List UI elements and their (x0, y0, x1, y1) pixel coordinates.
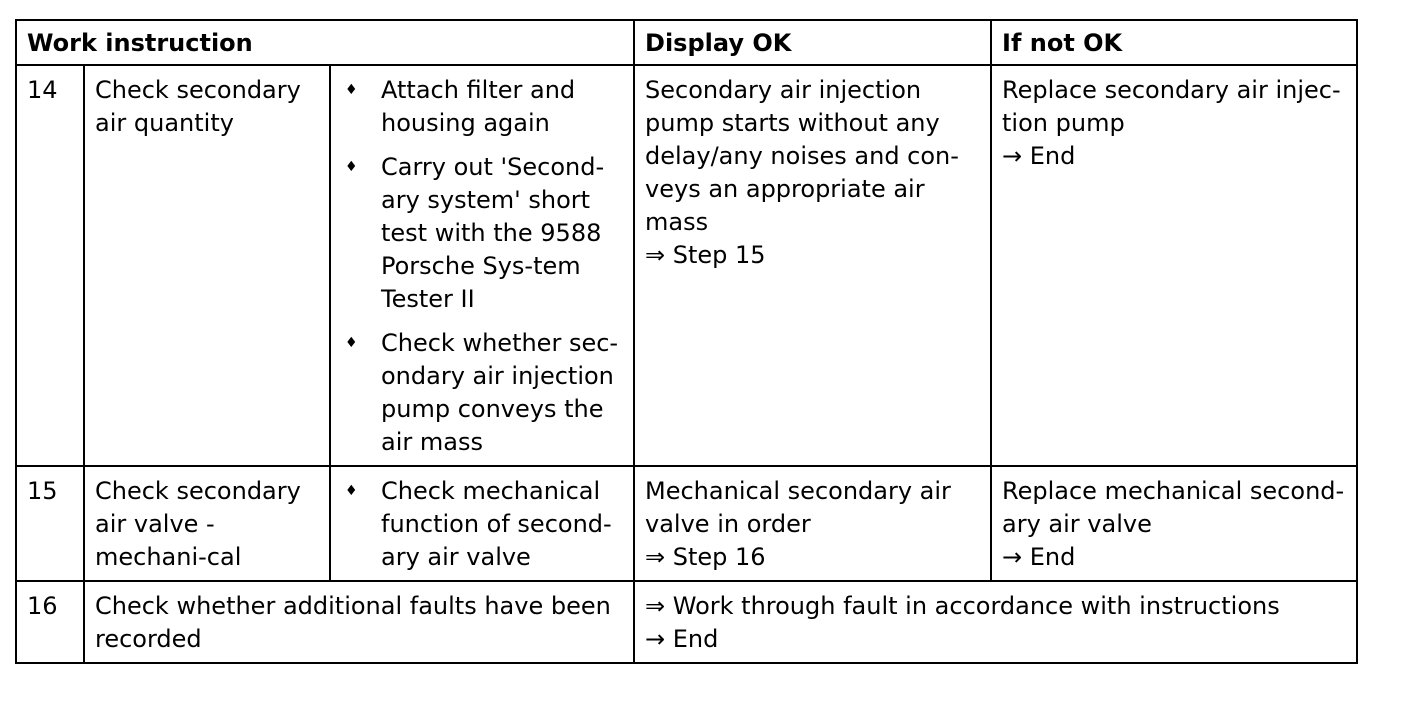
header-display-ok: Display OK (634, 20, 991, 65)
task-description: Check whether additional faults have been recorded (84, 581, 634, 663)
result-cell (634, 581, 1357, 663)
table-row-step-15 (16, 466, 1357, 581)
step-number: 15 (16, 466, 84, 581)
list-item (341, 74, 623, 140)
end-marker: → End (1002, 543, 1076, 571)
diamond-bullet-icon: ♦ (345, 82, 358, 98)
bullet-list (341, 74, 623, 459)
table-header-row (16, 20, 1357, 65)
end-marker: → End (645, 625, 719, 653)
display-ok-cell (634, 65, 991, 466)
next-step-link: ⇒ Step 16 (645, 543, 766, 571)
next-step-link: ⇒ Step 15 (645, 241, 766, 269)
bullet-text: Attach filter and housing again (381, 76, 576, 137)
task-description: Check secondary air quantity (84, 65, 330, 466)
list-item (341, 327, 623, 459)
step-number: 16 (16, 581, 84, 663)
bullet-list-cell (330, 466, 634, 581)
display-ok-text: Mechanical secondary air valve in order (645, 477, 951, 538)
display-ok-text: Secondary air injection pump starts without any delay/any noises and con-veys an appropriate air mass (645, 76, 959, 236)
if-not-ok-cell (991, 466, 1357, 581)
bullet-text: Check whether sec-ondary air injection pump conveys the air mass (381, 329, 619, 456)
table-row-step-14 (16, 65, 1357, 466)
header-if-not-ok: If not OK (991, 20, 1357, 65)
bullet-list-cell (330, 65, 634, 466)
bullet-list (341, 475, 623, 574)
diamond-bullet-icon: ♦ (345, 483, 358, 499)
work-instruction-table (15, 19, 1358, 664)
step-number: 14 (16, 65, 84, 466)
task-description: Check secondary air valve - mechani-cal (84, 466, 330, 581)
header-work-instruction: Work instruction (16, 20, 634, 65)
if-not-ok-text: Replace secondary air injec-tion pump (1002, 76, 1341, 137)
diamond-bullet-icon: ♦ (345, 335, 358, 351)
table-row-step-16 (16, 581, 1357, 663)
diamond-bullet-icon: ♦ (345, 159, 358, 175)
list-item (341, 151, 623, 316)
if-not-ok-cell (991, 65, 1357, 466)
bullet-text: Carry out 'Second-ary system' short test with the 9588 Porsche Sys-tem Tester II (381, 153, 605, 313)
result-text: ⇒ Work through fault in accordance with instructions (645, 592, 1280, 620)
list-item (341, 475, 623, 574)
display-ok-cell (634, 466, 991, 581)
end-marker: → End (1002, 142, 1076, 170)
if-not-ok-text: Replace mechanical second-ary air valve (1002, 477, 1345, 538)
bullet-text: Check mechanical function of second-ary air valve (381, 477, 612, 571)
